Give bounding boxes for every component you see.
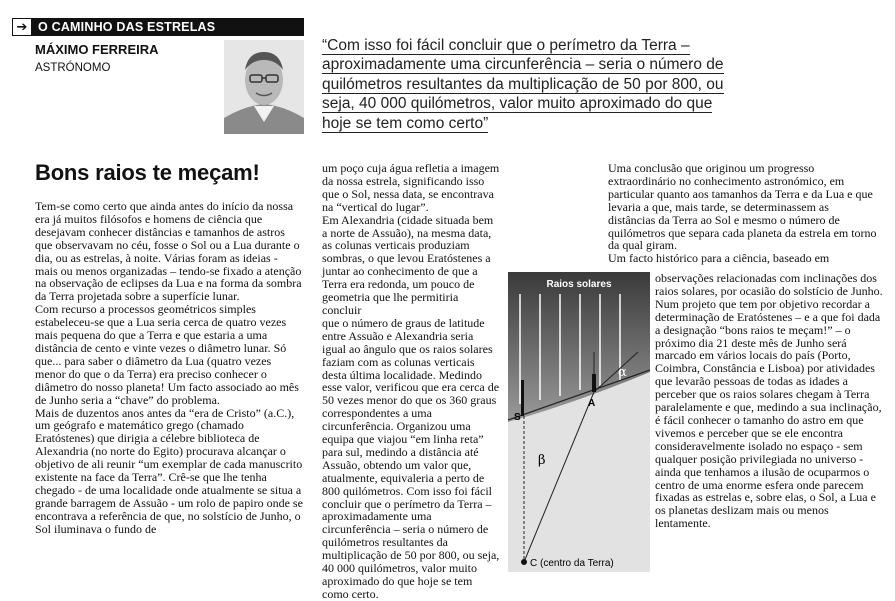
- right-arrow-icon: ➔: [12, 18, 32, 36]
- author-name: MÁXIMO FERREIRA: [35, 42, 159, 57]
- pull-quote: [322, 36, 742, 133]
- article-headline: Bons raios te meçam!: [35, 160, 260, 185]
- paragraph: Mais de duzentos anos antes da “era de Cristo” (a.C.), um geógrafo e matemático grego (chamado Eratóstenes) que dirigia a célebre biblioteca de Alexandria (no norte do Egito) procurava alcançar o objetivo de ali reunir “um exemplar de cada manuscrito existente na face da Terra”. Crê-se que lhe tenha chegado - de uma localidade onde atualmente se situa a grande barragem de Assuão - um rolo de papiro onde se encontrava a referência de que, no solstício de Junho, o Sol iluminava o fundo de: [35, 405, 303, 536]
- diagram-label-beta: β: [538, 453, 546, 468]
- diagram-label-alpha: α: [618, 365, 627, 380]
- pull-quote-line: seja, 40 000 quilómetros, valor muito aproximado do que: [322, 95, 713, 113]
- article-column-3-top: [608, 162, 878, 265]
- pull-quote-line: aproximadamente uma circunferência – seria o número de: [322, 56, 724, 74]
- pull-quote-line: hoje se tem como certo”: [322, 114, 489, 132]
- paragraph: Com recurso a processos geométricos simples estabeleceu-se que a Lua seria cerca de quatro vezes mais pequena do que a Terra e que estaria a uma distância de cento e vinte vezes o diâmetro lunar. Só que... para saber o diâmetro da Lua (quatro vezes menor do que o da Terra) era preciso conhecer o diâmetro do nosso planeta! Um facto associado ao mês de Junho seria a “chave” do problema.: [35, 302, 299, 407]
- paragraph: Tem-se como certo que ainda antes do início da nossa era já muitos filósofos e homens de ciência que desejavam conhecer distâncias e tamanhos de astros que observavam no céu, fosse o Sol ou a Lua durante o dia, ou as estrelas, à noite. Várias foram as ideias - mais ou menos organizadas – tendo-se fixado a atenção na observação de eclipses da Lua e na forma da sombra da Terra projetada sobre a superfície lunar.: [35, 199, 302, 304]
- pull-quote-line: “Com isso foi fácil concluir que o perímetro da Terra –: [322, 37, 690, 54]
- author-role: ASTRÓNOMO: [35, 62, 111, 74]
- paragraph: que o número de graus de latitude entre Assuão e Alexandria seria igual ao ângulo que os raios solares faziam com as colunas verticais desta última localidade. Medindo esse valor, verificou que era cerca de 50 vezes menor do que os 360 graus correspondentes a uma circunferência. Organizou uma equipa que viajou “em linha reta” para sul, medindo a distância até Assuão, obtendo um valor que, atualmente, equivaleria a perto de 800 quilómetros. Com isso foi fácil concluir que o perímetro da Terra – aproximadamente uma circunferência – seria o número de quilómetros resultantes da multiplicação de 50 por 800, ou seja, 40 000 quilómetros, valor muito aproximado do que hoje se tem como certo.: [322, 315, 500, 601]
- diagram-label-a: A: [588, 398, 596, 409]
- pull-quote-line: quilómetros resultantes da multiplicação de 50 por 800, ou: [322, 75, 724, 93]
- paragraph: Uma conclusão que originou um progresso extraordinário no conhecimento astronómico, em particular quanto aos tamanhos da Terra e da Lua e que levaria a que, mais tarde, se determinassem as distâncias da Terra ao Sol e mesmo o número de quilómetros que separa cada planeta da estrela em torno da qual giram.: [608, 161, 877, 253]
- paragraph: um poço cuja água refletia a imagem da nossa estrela, significando isso que o Sol, nessa data, se encontrava na “vertical do lugar”.: [322, 161, 500, 214]
- author-photo: [224, 40, 304, 134]
- eratosthenes-diagram: [508, 272, 650, 572]
- paragraph: Num projeto que tem por objetivo recordar a determinação de Eratóstenes – e a que foi dada a designação “bons raios te meçam!” – o próximo dia 21 deste mês de Junho será marcado em vários locais do país (Porto, Coimbra, Constância e Lisboa) por atividades que levarão pessoas de todas as idades a perceber que os raios solares chegam à Terra paralelamente e que, medindo a sua inclinação, é fácil conhecer o tamanho do astro em que vivemos e perceber que se ele encontra consideravelmente isolado no espaço - sem qualquer posição privilegiada no universo - ainda que tenhamos a ilusão de ocuparmos o centro de uma enorme esfera onde parecem fixadas as estrelas e, sobre elas, o Sol, a Lua e os planetas deslizam mais ou menos lentamente.: [655, 296, 882, 531]
- diagram-label-center: C (centro da Terra): [530, 558, 614, 569]
- paragraph: Um facto histórico para a ciência, baseado em: [608, 251, 830, 266]
- diagram-title: Raios solares: [546, 279, 612, 290]
- paragraph: Em Alexandria (cidade situada bem a norte de Assuão), na mesma data, as colunas verticais produziam sombras, o que levou Eratóstenes a juntar ao conhecimento de que a Terra era redonda, um pouco de geometria que lhe permitiria concluir: [322, 212, 494, 317]
- diagram-label-s: S: [514, 412, 521, 423]
- section-title: O CAMINHO DAS ESTRELAS: [38, 20, 216, 34]
- section-bar: [12, 18, 304, 36]
- article-column-2-top: [322, 162, 500, 601]
- article-column-1: [35, 200, 303, 536]
- article-column-3-bottom: [655, 272, 883, 530]
- paragraph: observações relacionadas com inclinações dos raios solares, por ocasião do solstício de Junho.: [655, 271, 883, 298]
